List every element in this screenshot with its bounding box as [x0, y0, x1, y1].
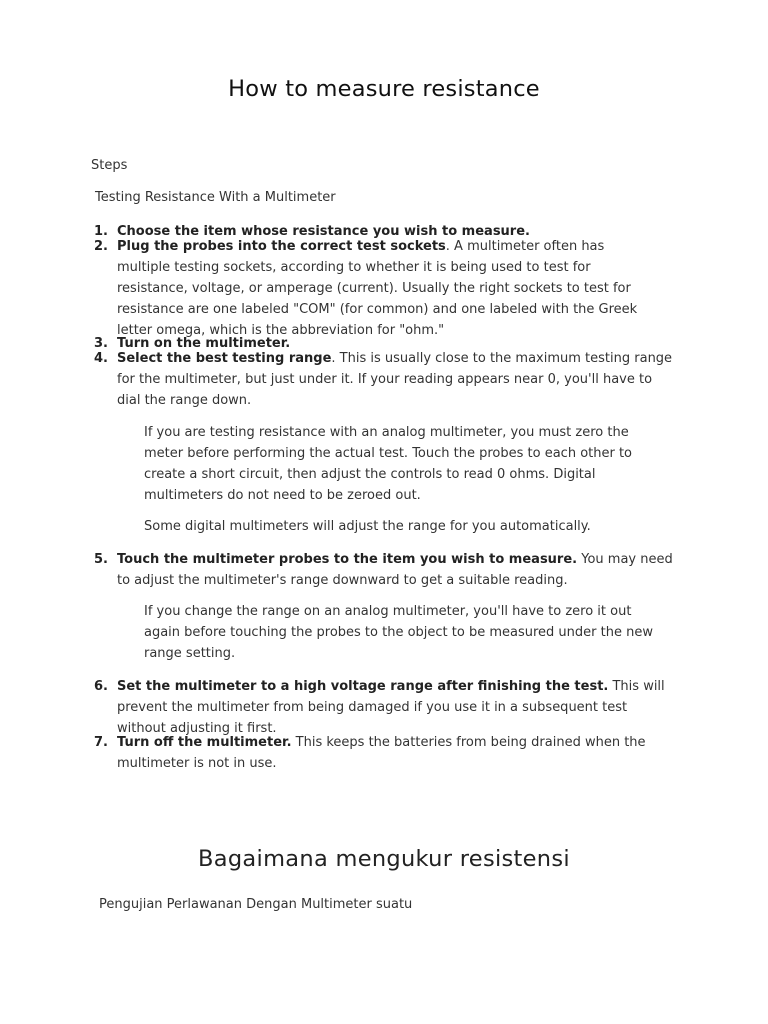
step-number: 3. — [94, 336, 108, 351]
step-number: 6. — [94, 679, 108, 694]
list-item-step-5 — [94, 549, 677, 591]
step-number: 5. — [94, 552, 108, 567]
list-item-step-6 — [94, 676, 677, 739]
section-subtitle: Testing Resistance With a Multimeter — [95, 190, 336, 205]
step-number: 7. — [94, 735, 108, 750]
step-number: 1. — [94, 224, 108, 239]
step-number: 4. — [94, 351, 108, 366]
step-text: This will prevent the multimeter from being damaged if you use it in a subsequent test without adjusting it first. — [117, 679, 665, 736]
step-text: . A multimeter often has multiple testing sockets, according to whether it is being used to test for resistance, voltage, or amperage (current). Usually the right sockets to test for resistance are one labeled "COM" (for common) and one labeled with the Greek letter omega, which is the abbreviation for "ohm." — [117, 239, 638, 338]
list-item-step-2 — [94, 236, 657, 341]
second-section-subtitle: Pengujian Perlawanan Dengan Multimeter suatu — [99, 897, 413, 912]
step-heading: Turn off the multimeter. — [117, 735, 292, 750]
step-heading: Turn on the multimeter. — [117, 336, 291, 351]
list-item-step-7 — [94, 732, 677, 774]
step-heading: Select the best testing range — [117, 351, 332, 366]
step-heading: Set the multimeter to a high voltage range after finishing the test. — [117, 679, 609, 694]
step-heading: Plug the probes into the correct test sockets — [117, 239, 446, 254]
note-range-change: If you change the range on an analog multimeter, you'll have to zero it out again before touching the probes to the object to be measured under the new range setting. — [144, 604, 653, 661]
note-auto-range: Some digital multimeters will adjust the range for you automatically. — [144, 519, 591, 534]
step-heading: Choose the item whose resistance you wish to measure. — [117, 224, 530, 239]
step-heading: Touch the multimeter probes to the item you wish to measure. — [117, 552, 578, 567]
steps-label: Steps — [91, 158, 128, 173]
list-item-step-4 — [94, 348, 677, 411]
page-title: How to measure resistance — [228, 76, 540, 102]
step-text: You may need to adjust the multimeter's range downward to get a suitable reading. — [117, 552, 673, 588]
step-number: 2. — [94, 239, 108, 254]
step-text: This keeps the batteries from being drained when the multimeter is not in use. — [117, 735, 646, 771]
second-page-title: Bagaimana mengukur resistensi — [198, 846, 570, 872]
note-analog-zero: If you are testing resistance with an analog multimeter, you must zero the meter before performing the actual test. Touch the probes to each other to create a short circuit, then adjust the controls to read 0 ohms. Digital multimeters do not need to be zeroed out. — [144, 425, 633, 503]
step-text: . This is usually close to the maximum testing range for the multimeter, but just under it. If your reading appears near 0, you'll have to dial the range down. — [117, 351, 673, 408]
